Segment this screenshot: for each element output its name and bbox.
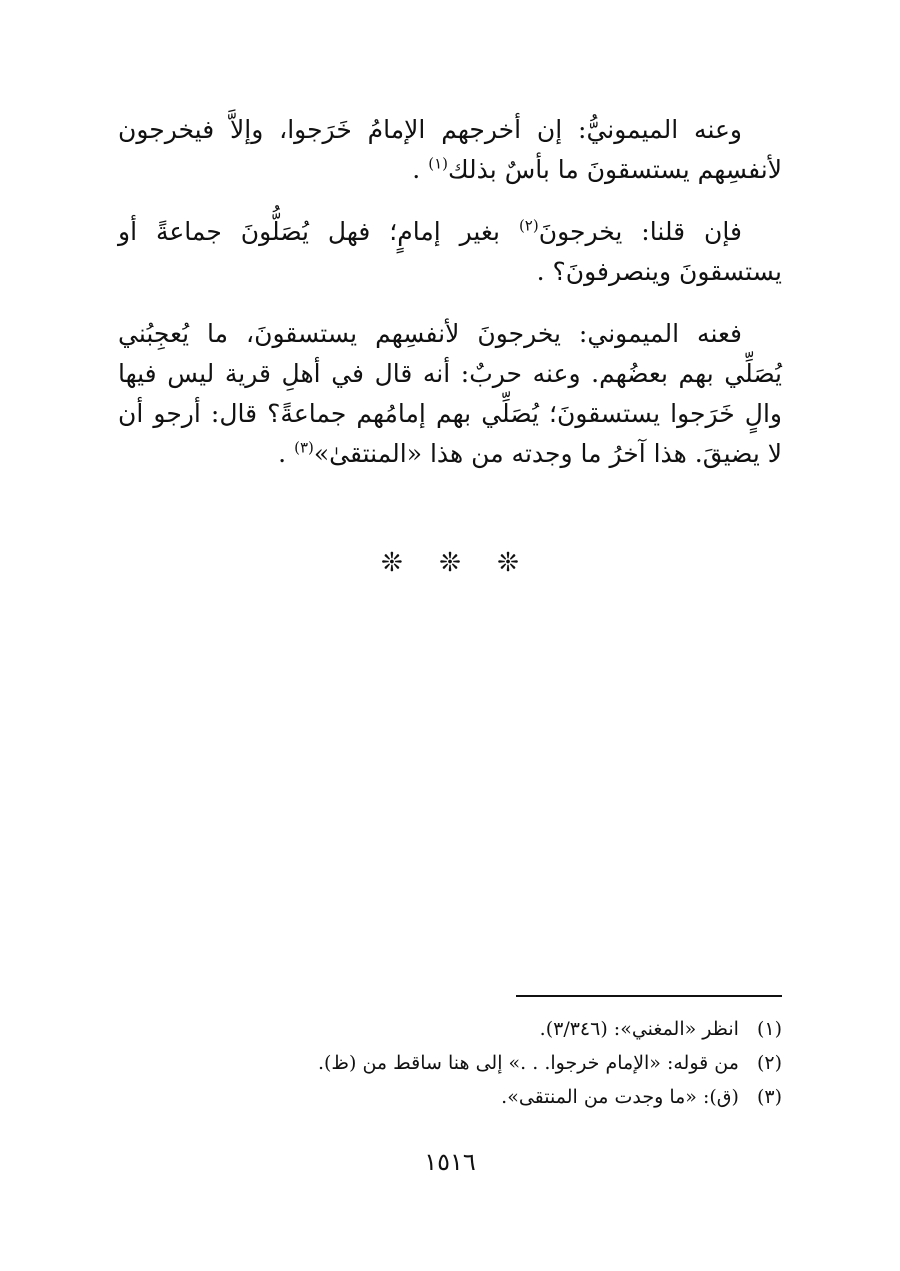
footnotes — [118, 1012, 782, 1114]
footnote-text: من قوله: «الإمام خرجوا. . .» إلى هنا ساقط من (ظ). — [317, 1052, 739, 1074]
main-text — [118, 110, 782, 496]
footnote-2 — [118, 1046, 782, 1080]
paragraph-3-end: . — [278, 439, 295, 468]
star-ornament-icon: ❊ — [439, 548, 461, 578]
footnote-divider — [516, 995, 782, 997]
paragraph-2-end: بغير إمامٍ؛ فهل يُصَلُّونَ جماعةً أو يستسقونَ وينصرفونَ؟ . — [118, 217, 782, 286]
paragraph-1-end: . — [412, 155, 429, 184]
footnote-ref-2[interactable]: (٢) — [518, 216, 539, 235]
star-ornament-icon: ❊ — [497, 548, 519, 578]
section-separator — [0, 548, 900, 578]
paragraph-3 — [118, 314, 782, 474]
footnote-number: (٣) — [756, 1086, 782, 1108]
footnote-number: (٢) — [756, 1052, 782, 1074]
paragraph-1 — [118, 110, 782, 190]
star-ornament-icon: ❊ — [381, 548, 403, 578]
footnote-text: انظر «المغني»: (٣/٣٤٦). — [539, 1018, 739, 1040]
footnote-1 — [118, 1012, 782, 1046]
paragraph-2-text: فإن قلنا: يخرجونَ — [538, 217, 742, 246]
footnote-ref-3[interactable]: (٣) — [294, 438, 314, 457]
footnote-3 — [118, 1080, 782, 1114]
footnote-ref-1[interactable]: (١) — [428, 154, 448, 173]
paragraph-3-text: فعنه الميموني: يخرجونَ لأنفسِهم يستسقونَ، ما يُعجِبُني يُصَلِّي بهم بعضُهم. وعنه حربٌ: أنه قال في أهلِ قرية ليس فيها والٍ خَرَجوا يستسقونَ؛ يُصَلِّي بهم إمامُهم جماعةً؟ قال: أرجو أن لا يضيقَ. هذا آخرُ ما وجدته من هذا «المنتقىٰ» — [118, 319, 782, 468]
paragraph-1-text: وعنه الميمونيُّ: إن أخرجهم الإمامُ خَرَجوا، وإلاَّ فيخرجون لأنفسِهم يستسقونَ ما بأسٌ بذلك — [118, 115, 782, 184]
footnote-text: (ق): «ما وجدت من المنتقى». — [501, 1086, 739, 1108]
footnote-number: (١) — [756, 1018, 782, 1040]
paragraph-2 — [118, 212, 782, 292]
page-number: ١٥١٦ — [424, 1148, 476, 1176]
